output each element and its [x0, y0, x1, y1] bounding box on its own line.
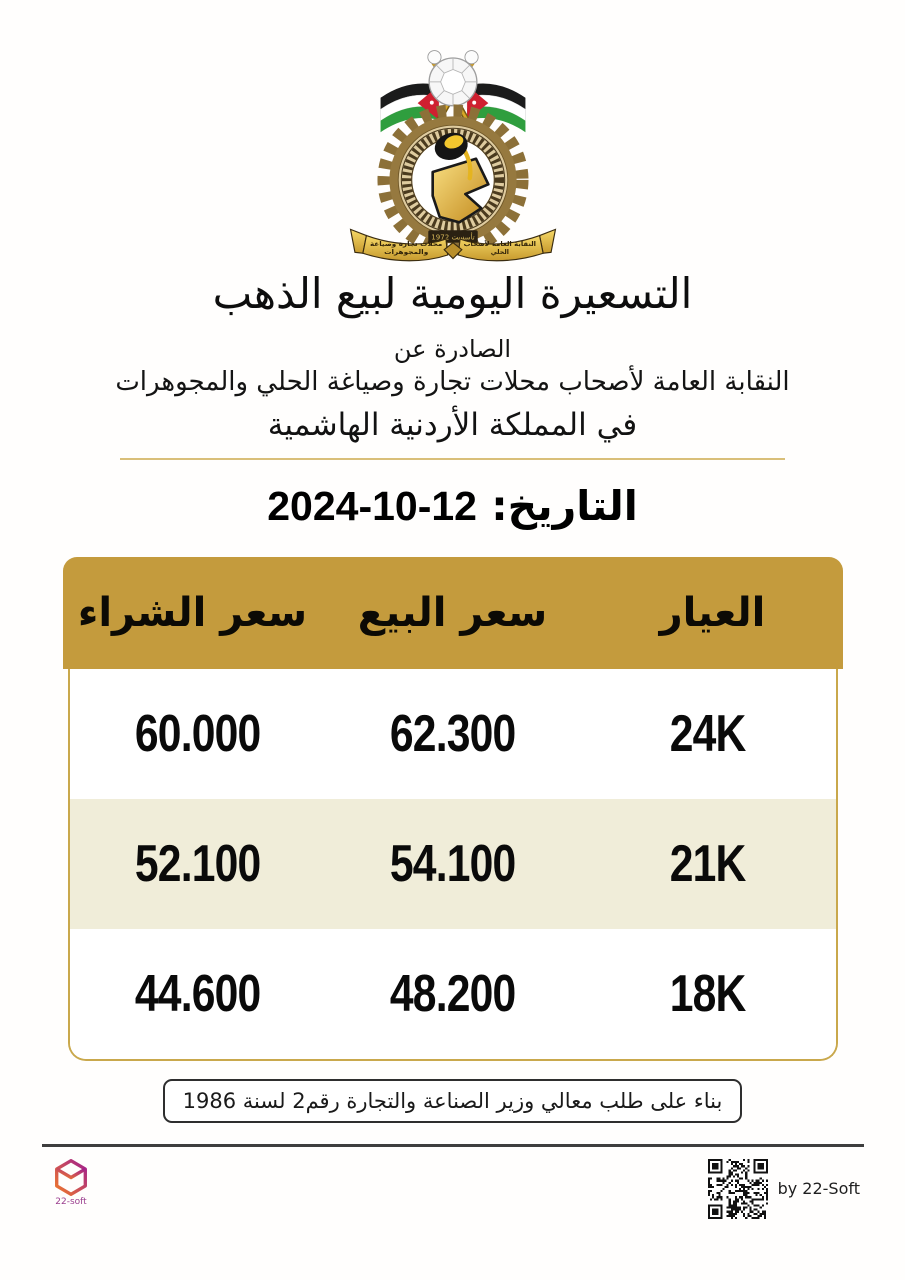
issuer-name: النقابة العامة لأصحاب محلات تجارة وصياغة الحلي والمجوهرات [115, 366, 790, 397]
karat-cell: 18K [669, 964, 746, 1023]
buy-price-cell: 44.600 [134, 964, 260, 1023]
karat-cell: 24K [669, 704, 746, 763]
sell-price-cell: 54.100 [389, 834, 516, 893]
gold-divider [120, 458, 785, 460]
table-row [70, 929, 836, 1059]
gold-price-table [63, 557, 843, 1061]
footer-divider [42, 1144, 864, 1147]
header-karat: العيار [659, 589, 766, 636]
table-row [70, 669, 836, 799]
ribbon-left-text-2: والمجوهرات [383, 249, 428, 257]
credit-text: by 22-Soft [777, 1179, 860, 1198]
company-logo-label: 22-soft [55, 1196, 87, 1207]
ribbon-left-text-1: محلات تجارة وصياغة [369, 241, 442, 249]
company-logo [45, 1157, 97, 1207]
buy-price-cell: 52.100 [134, 834, 260, 893]
table-header [63, 557, 843, 669]
credit-block [708, 1159, 860, 1219]
kingdom-line: في المملكة الأردنية الهاشمية [267, 406, 638, 443]
company-cube-icon [54, 1159, 88, 1196]
diamond-icon [429, 58, 477, 106]
footer [45, 1157, 860, 1219]
header-sell-price: سعر البيع [357, 589, 548, 636]
founded-year-label: تأسست 1972 [430, 232, 475, 242]
page-title: التسعيرة اليومية لبيع الذهب [212, 269, 693, 318]
buy-price-cell: 60.000 [134, 704, 260, 763]
ribbon-right-text-1: النقابة العامة لأصحاب [463, 241, 531, 249]
qr-code [708, 1159, 768, 1219]
table-row [70, 799, 836, 929]
date-value: 12-10-2024 [267, 482, 477, 529]
date-line [0, 482, 905, 530]
sell-price-cell: 48.200 [389, 964, 516, 1023]
syndicate-emblem-graphic [347, 34, 559, 264]
legal-note: بناء على طلب معالي وزير الصناعة والتجارة رقم2 لسنة 1986 [163, 1079, 743, 1123]
header-buy-price: سعر الشراء [77, 589, 308, 636]
karat-cell: 21K [669, 834, 746, 893]
ribbon-right-text-2: الحلي [490, 249, 509, 257]
date-label: التاريخ: [491, 481, 638, 530]
note-wrap [0, 1079, 905, 1123]
issued-by-label: الصادرة عن [393, 334, 512, 363]
sell-price-cell: 62.300 [389, 704, 516, 763]
syndicate-emblem [347, 34, 559, 264]
table-body [68, 669, 838, 1061]
